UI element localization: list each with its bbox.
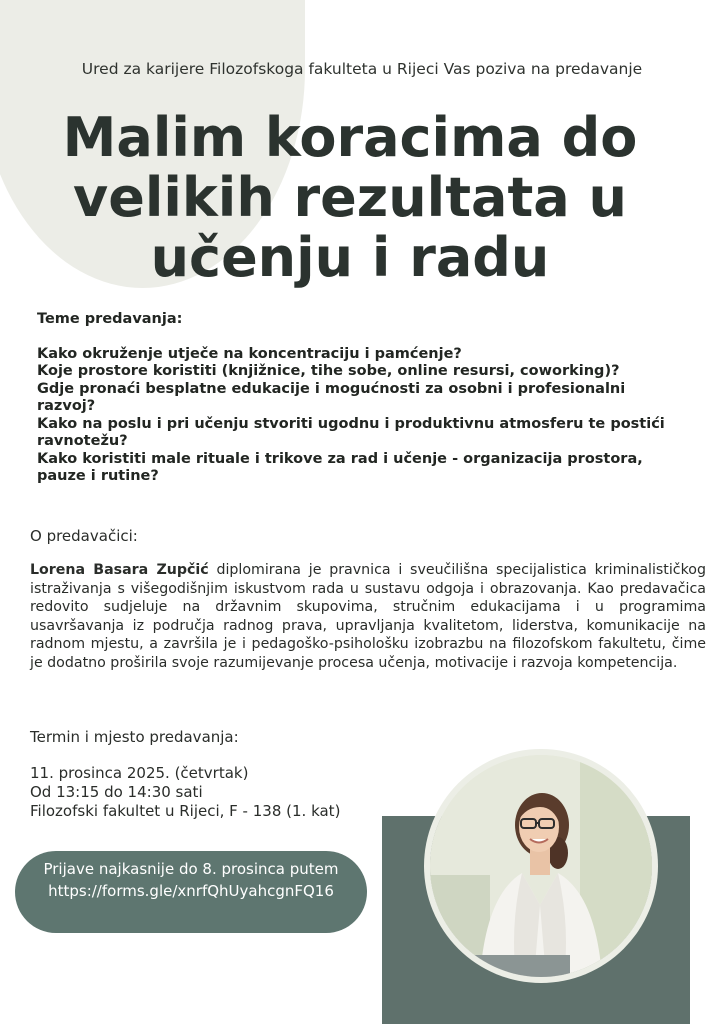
event-place: Filozofski fakultet u Rijeci, F - 138 (1. kat) [30,802,341,820]
lecturer-name: Lorena Basara Zupčić [30,562,209,578]
registration-box [15,851,367,933]
topics-heading: Teme predavanja: [37,311,183,327]
poster-title [20,108,680,288]
event-date: 11. prosinca 2025. (četvrtak) [30,764,249,782]
venue-heading: Termin i mjesto predavanja: [30,728,239,746]
topic-item: Kako na poslu i pri učenju stvoriti ugodnu i produktivnu atmosferu te postići ravnotežu? [37,415,665,449]
lecturer-bio [30,561,706,673]
topic-item: Koje prostore koristiti (knjižnice, tihe sobe, online resursi, coworking)? [37,363,620,379]
registration-link[interactable]: https://forms.gle/xnrfQhUyahcgnFQ16 [48,882,334,900]
venue-details [30,764,340,821]
organizer-line: Ured za karijere Filozofskoga fakulteta u Rijeci Vas poziva na predavanje [81,60,643,78]
lecturer-photo [430,755,652,977]
topic-item: Kako koristiti male rituale i trikove za rad i učenje - organizacija prostora, pauze i rutine? [37,450,643,484]
event-time: Od 13:15 do 14:30 sati [30,783,203,801]
title-line-3: učenju i radu [150,226,550,289]
woman-portrait-icon [430,755,652,977]
title-line-1: Malim koracima do [62,106,638,169]
lecturer-bio-text: diplomirana je pravnica i sveučilišna specijalistica kriminalističkog istraživanja s višegodišnjim iskustvom rada u sustavu odgoja i obrazovanja. Kao predavačica redovito sudjeluje na državnim skupovima, stručnim edukacijama i u programima usavršavanja iz područja radnog prava, upravljanja kvalitetom, liderstva, komunikacije na radnom mjestu, a završila je i pedagoško-psihološku izobrazbu na filozofskom fakultetu, čime je dodatno proširila svoje razumijevanje procesa učenja, motivacije i razvoja kompetencija. [30,562,706,671]
topic-item: Kako okruženje utječe na koncentraciju i pamćenje? [37,345,462,362]
registration-text: Prijave najkasnije do 8. prosinca putem [43,860,339,878]
topics-section [37,311,677,486]
lecturer-heading: O predavačici: [30,527,138,545]
title-line-2: velikih rezultata u [73,166,627,229]
topic-item: Gdje pronaći besplatne edukacije i mogućnosti za osobni i profesionalni razvoj? [37,380,626,414]
